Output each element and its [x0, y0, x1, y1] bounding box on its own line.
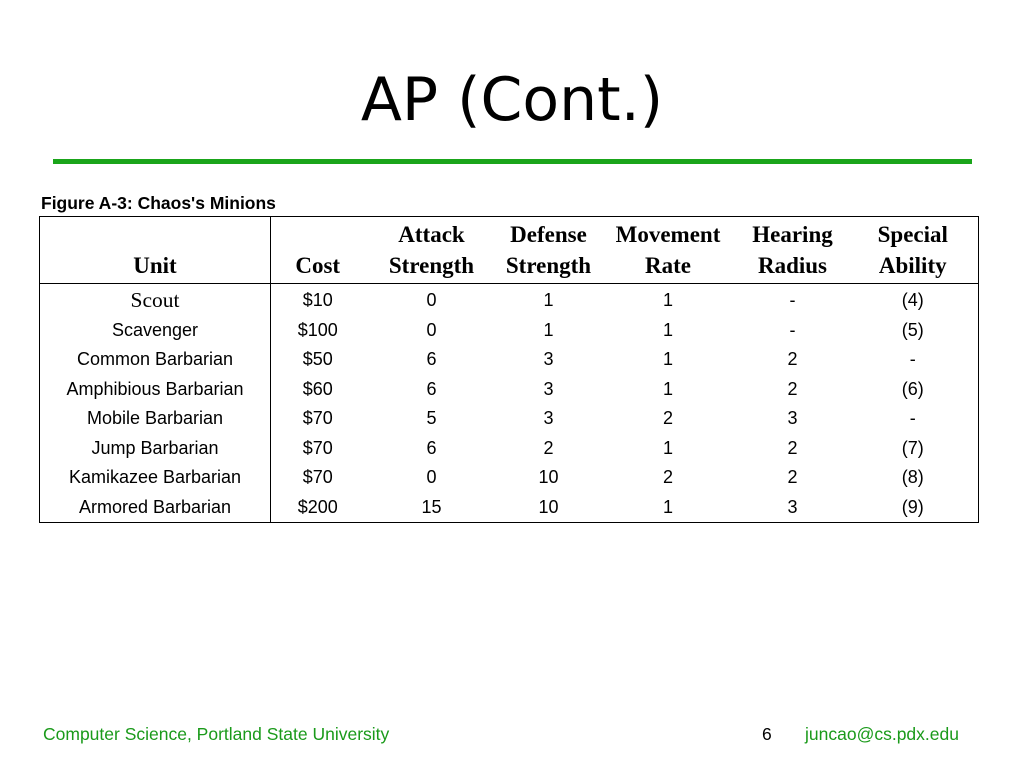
- footer-email: juncao@cs.pdx.edu: [805, 724, 959, 744]
- page-number: 6: [762, 724, 772, 744]
- cell-unit: Jump Barbarian: [40, 434, 271, 464]
- cell-attack: 5: [426, 408, 437, 428]
- cell-cost: $70: [302, 467, 333, 487]
- cell-special: -: [909, 349, 916, 369]
- cell-hearing: 3: [787, 408, 798, 428]
- cell-defense: 1: [543, 319, 554, 340]
- cell-defense: 2: [543, 437, 554, 458]
- header-hearing-radius: Hearing Radius: [738, 217, 848, 284]
- cell-attack: 0: [426, 319, 437, 340]
- table-row: [40, 493, 979, 523]
- cell-hearing: -: [789, 319, 796, 340]
- cell-attack: 15: [421, 496, 442, 517]
- cell-attack: 6: [426, 378, 437, 399]
- cell-unit: Scout: [40, 284, 271, 316]
- cell-attack: 0: [426, 467, 437, 487]
- table-row: [40, 404, 979, 434]
- cell-cost: $200: [297, 496, 338, 517]
- cell-special: (4): [901, 290, 924, 310]
- cell-special: (7): [901, 437, 924, 458]
- cell-defense: 10: [538, 467, 559, 487]
- cell-movement: 1: [662, 290, 673, 310]
- table-row: [40, 345, 979, 375]
- cell-cost: $70: [302, 408, 333, 428]
- cell-special: (9): [901, 496, 924, 517]
- cell-cost: $100: [297, 319, 338, 340]
- cell-hearing: 2: [787, 378, 798, 399]
- table-row: [40, 284, 979, 316]
- cell-unit: Scavenger: [40, 316, 271, 346]
- cell-attack: 0: [426, 290, 437, 310]
- cell-special: (8): [901, 467, 924, 487]
- header-cost: Cost: [271, 217, 365, 284]
- cell-cost: $70: [302, 437, 333, 458]
- cell-movement: 1: [662, 378, 673, 399]
- header-movement-rate: Movement Rate: [599, 217, 738, 284]
- cell-attack: 6: [426, 349, 437, 369]
- cell-movement: 1: [662, 437, 673, 458]
- cell-hearing: -: [789, 290, 796, 310]
- table-header-row: [40, 217, 979, 284]
- cell-defense: 10: [538, 496, 559, 517]
- cell-cost: $60: [302, 378, 333, 399]
- cell-hearing: 2: [787, 437, 798, 458]
- header-defense-strength: Defense Strength: [499, 217, 599, 284]
- cell-defense: 1: [543, 290, 554, 310]
- cell-unit: Kamikazee Barbarian: [40, 463, 271, 493]
- cell-defense: 3: [543, 408, 554, 428]
- cell-movement: 1: [662, 349, 673, 369]
- cell-unit: Common Barbarian: [40, 345, 271, 375]
- cell-special: -: [909, 408, 916, 428]
- cell-special: (5): [901, 319, 924, 340]
- cell-hearing: 2: [787, 467, 798, 487]
- cell-defense: 3: [543, 378, 554, 399]
- cell-movement: 1: [662, 496, 673, 517]
- cell-movement: 2: [662, 467, 673, 487]
- header-attack-strength: Attack Strength: [365, 217, 499, 284]
- footer-institution: Computer Science, Portland State University: [43, 724, 390, 744]
- cell-movement: 2: [662, 408, 673, 428]
- slide-title: AP (Cont.): [360, 65, 664, 135]
- cell-hearing: 3: [787, 496, 798, 517]
- table-row: [40, 316, 979, 346]
- title-divider: [53, 159, 972, 164]
- header-unit: Unit: [40, 217, 271, 284]
- figure-caption: Figure A-3: Chaos's Minions: [41, 193, 276, 213]
- cell-cost: $10: [302, 290, 333, 310]
- header-special-ability: Special Ability: [848, 217, 979, 284]
- cell-defense: 3: [543, 349, 554, 369]
- cell-unit: Armored Barbarian: [40, 493, 271, 523]
- cell-unit: Mobile Barbarian: [40, 404, 271, 434]
- cell-attack: 6: [426, 437, 437, 458]
- table-row: [40, 434, 979, 464]
- minions-table: [39, 216, 979, 523]
- cell-special: (6): [901, 378, 924, 399]
- cell-unit: Amphibious Barbarian: [40, 375, 271, 405]
- cell-cost: $50: [302, 349, 333, 369]
- table-row: [40, 375, 979, 405]
- cell-hearing: 2: [787, 349, 798, 369]
- cell-movement: 1: [662, 319, 673, 340]
- table-row: [40, 463, 979, 493]
